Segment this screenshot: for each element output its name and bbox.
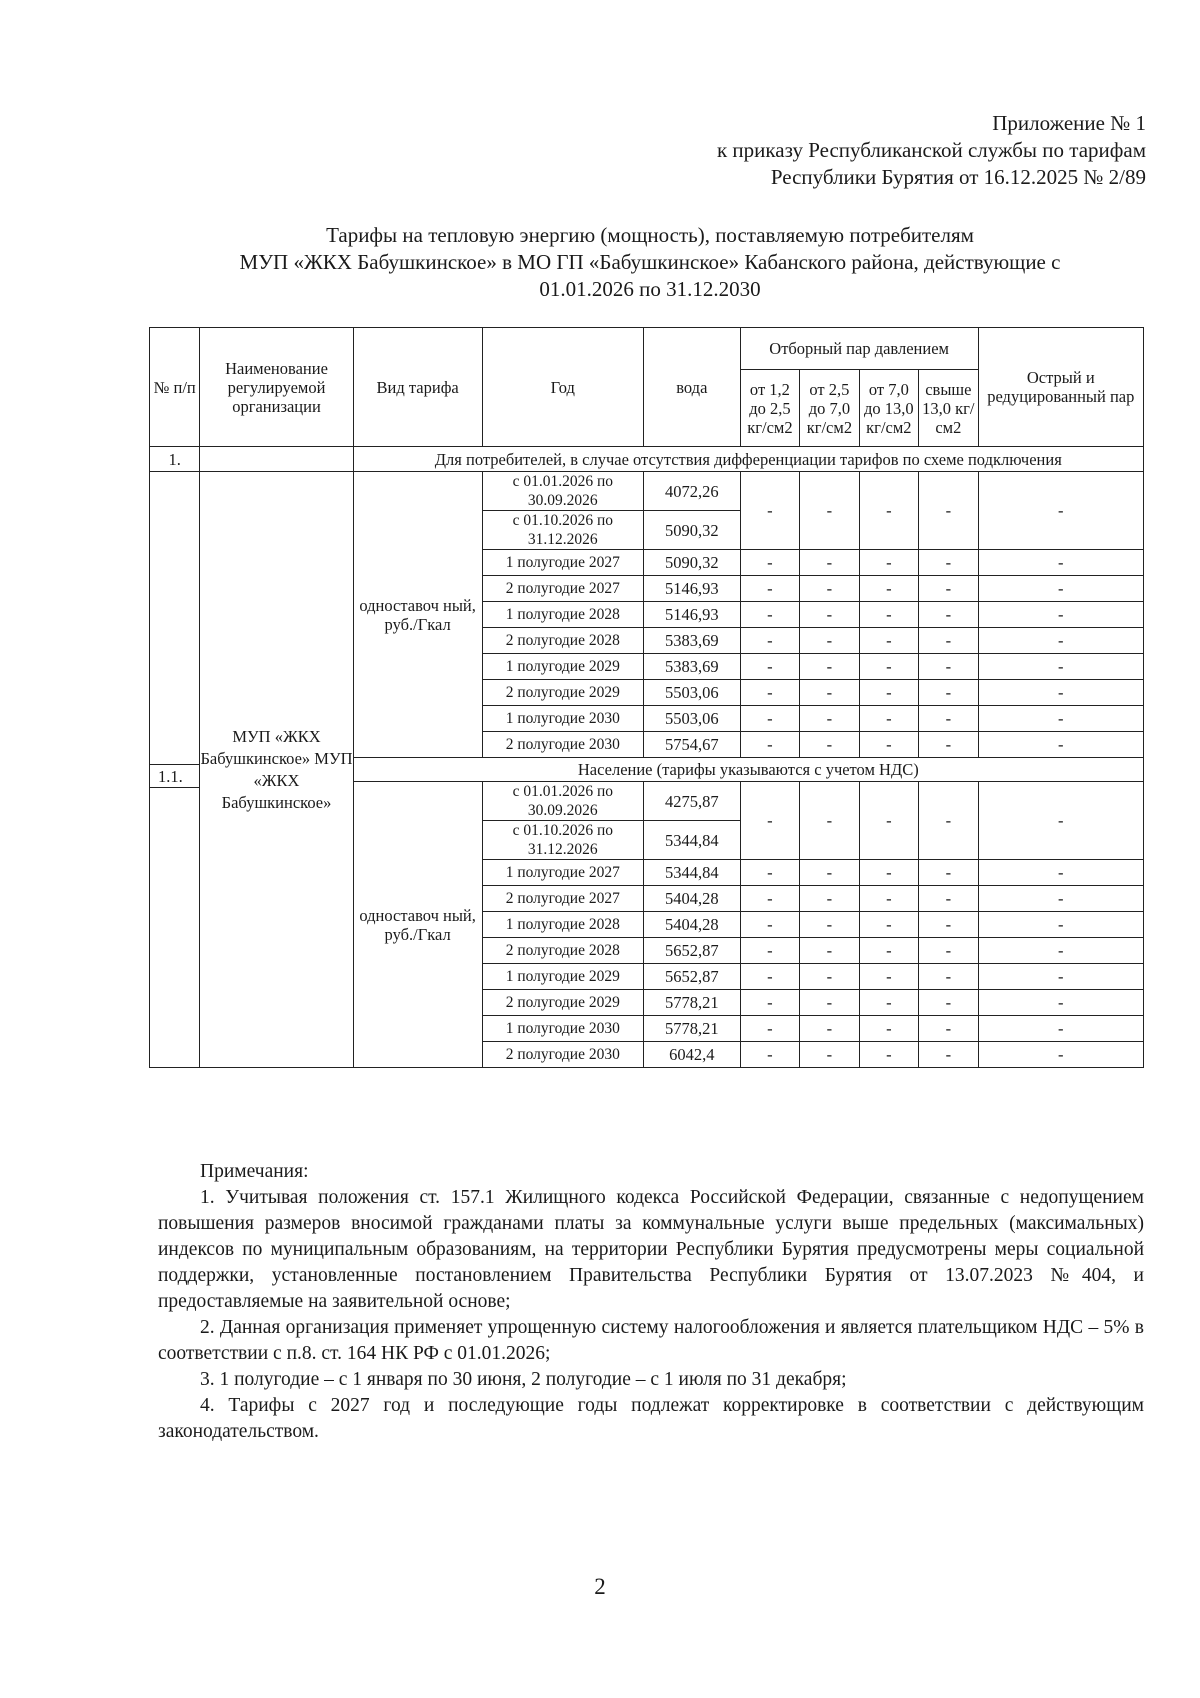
sharp-steam-cell: - [978, 1016, 1143, 1042]
pressure-1-cell: - [740, 550, 799, 576]
sharp-steam-cell: - [978, 964, 1143, 990]
year-cell: 1 полугодие 2028 [482, 602, 643, 628]
pressure-2-cell: - [800, 472, 859, 550]
pressure-2-cell: - [800, 576, 859, 602]
water-value-cell: 4275,87 [643, 782, 740, 821]
year-cell: 2 полугодие 2029 [482, 680, 643, 706]
title-line-1: Тарифы на тепловую энергию (мощность), поставляемую потребителям [326, 223, 974, 247]
sharp-steam-cell: - [978, 1042, 1143, 1068]
header-org: Наименование регулируемой организации [200, 328, 353, 447]
year-cell: 2 полугодие 2028 [482, 938, 643, 964]
pressure-3-cell: - [859, 860, 918, 886]
pressure-1-cell: - [740, 912, 799, 938]
sharp-steam-cell: - [978, 680, 1143, 706]
note-item: 2. Данная организация применяет упрощенную систему налогообложения и является плательщиком НДС – 5% в соответствии с п.8. ст. 164 НК РФ с 01.01.2026; [158, 1317, 1144, 1364]
year-cell: 2 полугодие 2030 [482, 732, 643, 758]
pressure-4-cell: - [919, 472, 978, 550]
pressure-1-cell: - [740, 782, 799, 860]
pressure-2-cell: - [800, 1016, 859, 1042]
appendix-line-3: Республики Бурятия от 16.12.2025 № 2/89 [770, 165, 1146, 189]
sharp-steam-cell: - [978, 912, 1143, 938]
water-value-cell: 5404,28 [643, 886, 740, 912]
header-pressure-1: от 1,2 до 2,5 кг/см2 [740, 370, 799, 447]
pressure-2-cell: - [800, 680, 859, 706]
pressure-1-cell: - [740, 1016, 799, 1042]
org-number-cell [150, 472, 200, 1068]
pressure-3-cell: - [859, 706, 918, 732]
pressure-4-cell: - [919, 732, 978, 758]
pressure-2-cell: - [800, 732, 859, 758]
water-value-cell: 5344,84 [643, 821, 740, 860]
pressure-1-cell: - [740, 964, 799, 990]
title-line-2: МУП «ЖКХ Бабушкинское» в МО ГП «Бабушкинское» Кабанского района, действующие с [239, 250, 1061, 274]
pressure-4-cell: - [919, 628, 978, 654]
org-name-cell: МУП «ЖКХ Бабушкинское» МУП «ЖКХ Бабушкинское» [200, 472, 353, 1068]
section-2-label: Население (тарифы указываются с учетом НДС) [353, 758, 1143, 782]
year-cell: 1 полугодие 2029 [482, 964, 643, 990]
sharp-steam-cell: - [978, 472, 1143, 550]
header-pressure-4: свыше 13,0 кг/см2 [919, 370, 978, 447]
pressure-1-cell: - [740, 472, 799, 550]
year-cell: с 01.10.2026 по 31.12.2026 [482, 511, 643, 550]
appendix-header [717, 110, 1146, 191]
pressure-2-cell: - [800, 1042, 859, 1068]
pressure-1-cell: - [740, 1042, 799, 1068]
pressure-2-cell: - [800, 654, 859, 680]
pressure-3-cell: - [859, 782, 918, 860]
water-value-cell: 5344,84 [643, 860, 740, 886]
section-1-label: Для потребителей, в случае отсутствия дифференциации тарифов по схеме подключения [353, 447, 1143, 472]
year-cell: 1 полугодие 2028 [482, 912, 643, 938]
pressure-4-cell: - [919, 964, 978, 990]
sharp-steam-cell: - [978, 602, 1143, 628]
tariff-type-cell: одноставоч ный, руб./Гкал [353, 782, 482, 1068]
pressure-1-cell: - [740, 602, 799, 628]
pressure-4-cell: - [919, 990, 978, 1016]
water-value-cell: 5090,32 [643, 511, 740, 550]
water-value-cell: 5503,06 [643, 706, 740, 732]
pressure-4-cell: - [919, 782, 978, 860]
year-cell: 2 полугодие 2027 [482, 576, 643, 602]
pressure-2-cell: - [800, 550, 859, 576]
sharp-steam-cell: - [978, 938, 1143, 964]
sharp-steam-cell: - [978, 886, 1143, 912]
section-1-empty [200, 447, 353, 472]
water-value-cell: 5404,28 [643, 912, 740, 938]
water-value-cell: 5146,93 [643, 602, 740, 628]
year-cell: 1 полугодие 2027 [482, 860, 643, 886]
pressure-4-cell: - [919, 602, 978, 628]
pressure-3-cell: - [859, 550, 918, 576]
sharp-steam-cell: - [978, 782, 1143, 860]
header-num: № п/п [150, 328, 200, 447]
pressure-3-cell: - [859, 964, 918, 990]
pressure-3-cell: - [859, 628, 918, 654]
year-cell: с 01.01.2026 по 30.09.2026 [482, 782, 643, 821]
pressure-3-cell: - [859, 654, 918, 680]
pressure-1-cell: - [740, 706, 799, 732]
water-value-cell: 5383,69 [643, 628, 740, 654]
water-value-cell: 5778,21 [643, 990, 740, 1016]
pressure-4-cell: - [919, 654, 978, 680]
pressure-1-cell: - [740, 680, 799, 706]
pressure-2-cell: - [800, 602, 859, 628]
pressure-3-cell: - [859, 990, 918, 1016]
sharp-steam-cell: - [978, 860, 1143, 886]
pressure-4-cell: - [919, 886, 978, 912]
year-cell: 1 полугодие 2030 [482, 706, 643, 732]
year-cell: 1 полугодие 2029 [482, 654, 643, 680]
tariff-table-body [150, 328, 1144, 1068]
header-sharp-steam: Острый и редуцированный пар [978, 328, 1143, 447]
sharp-steam-cell: - [978, 576, 1143, 602]
header-type: Вид тарифа [353, 328, 482, 447]
pressure-2-cell: - [800, 886, 859, 912]
tariff-type-cell: одноставоч ный, руб./Гкал [353, 472, 482, 758]
water-value-cell: 5503,06 [643, 680, 740, 706]
pressure-4-cell: - [919, 1042, 978, 1068]
pressure-3-cell: - [859, 912, 918, 938]
water-value-cell: 6042,4 [643, 1042, 740, 1068]
note-item: 1. Учитывая положения ст. 157.1 Жилищного кодекса Российской Федерации, связанные с недопущением повышения размеров вносимой гражданами платы за коммунальные услуги выше предельных (максимальных) индексов по муниципальным образованиям, на территории Республики Бурятия предусмотрены меры социальной поддержки, установленные постановлением Правительства Республики Бурятия от 13.07.2023 №404, и предоставляемые на заявительной основе; [158, 1187, 1144, 1312]
pressure-1-cell: - [740, 654, 799, 680]
water-value-cell: 5778,21 [643, 1016, 740, 1042]
page-number: 2 [594, 1574, 606, 1599]
year-cell: с 01.01.2026 по 30.09.2026 [482, 472, 643, 511]
header-pressure-3: от 7,0 до 13,0 кг/см2 [859, 370, 918, 447]
sharp-steam-cell: - [978, 990, 1143, 1016]
pressure-4-cell: - [919, 680, 978, 706]
appendix-line-1: Приложение № 1 [992, 111, 1146, 135]
header-year: Год [482, 328, 643, 447]
pressure-3-cell: - [859, 938, 918, 964]
pressure-2-cell: - [800, 628, 859, 654]
year-cell: 2 полугодие 2030 [482, 1042, 643, 1068]
table-row [150, 472, 1144, 511]
header-water: вода [643, 328, 740, 447]
year-cell: 2 полугодие 2027 [482, 886, 643, 912]
pressure-4-cell: - [919, 1016, 978, 1042]
note-item: 3. 1 полугодие – с 1 января по 30 июня, 2 полугодие – с 1 июля по 31 декабря; [200, 1369, 847, 1390]
pressure-2-cell: - [800, 782, 859, 860]
section-2-num: 1.1. [150, 764, 199, 788]
pressure-3-cell: - [859, 602, 918, 628]
pressure-1-cell: - [740, 938, 799, 964]
title-line-3: 01.01.2026 по 31.12.2030 [539, 277, 761, 301]
pressure-3-cell: - [859, 886, 918, 912]
year-cell: 2 полугодие 2028 [482, 628, 643, 654]
pressure-2-cell: - [800, 964, 859, 990]
water-value-cell: 5146,93 [643, 576, 740, 602]
pressure-3-cell: - [859, 576, 918, 602]
pressure-3-cell: - [859, 472, 918, 550]
water-value-cell: 5754,67 [643, 732, 740, 758]
notes-heading: Примечания: [200, 1161, 309, 1182]
year-cell: с 01.10.2026 по 31.12.2026 [482, 821, 643, 860]
pressure-1-cell: - [740, 732, 799, 758]
pressure-3-cell: - [859, 732, 918, 758]
year-cell: 2 полугодие 2029 [482, 990, 643, 1016]
pressure-1-cell: - [740, 576, 799, 602]
water-value-cell: 5652,87 [643, 964, 740, 990]
pressure-3-cell: - [859, 1042, 918, 1068]
pressure-2-cell: - [800, 706, 859, 732]
pressure-4-cell: - [919, 912, 978, 938]
water-value-cell: 5090,32 [643, 550, 740, 576]
pressure-2-cell: - [800, 938, 859, 964]
notes [158, 1159, 1144, 1445]
pressure-2-cell: - [800, 912, 859, 938]
pressure-4-cell: - [919, 550, 978, 576]
pressure-4-cell: - [919, 706, 978, 732]
sharp-steam-cell: - [978, 550, 1143, 576]
note-item: 4. Тарифы с 2027 год и последующие годы подлежат корректировке в соответствии с действующим законодательством. [158, 1395, 1144, 1442]
sharp-steam-cell: - [978, 628, 1143, 654]
tariff-table [149, 327, 1144, 1068]
sharp-steam-cell: - [978, 732, 1143, 758]
pressure-3-cell: - [859, 680, 918, 706]
water-value-cell: 5652,87 [643, 938, 740, 964]
pressure-1-cell: - [740, 990, 799, 1016]
water-value-cell: 5383,69 [643, 654, 740, 680]
pressure-4-cell: - [919, 938, 978, 964]
water-value-cell: 4072,26 [643, 472, 740, 511]
year-cell: 1 полугодие 2030 [482, 1016, 643, 1042]
pressure-3-cell: - [859, 1016, 918, 1042]
header-steam-group: Отборный пар давлением [740, 328, 978, 370]
section-1-num: 1. [150, 447, 200, 472]
pressure-1-cell: - [740, 628, 799, 654]
pressure-1-cell: - [740, 860, 799, 886]
pressure-2-cell: - [800, 990, 859, 1016]
sharp-steam-cell: - [978, 654, 1143, 680]
pressure-2-cell: - [800, 860, 859, 886]
appendix-line-2: к приказу Республиканской службы по тарифам [716, 138, 1146, 162]
pressure-4-cell: - [919, 860, 978, 886]
header-pressure-2: от 2,5 до 7,0 кг/см2 [800, 370, 859, 447]
sharp-steam-cell: - [978, 706, 1143, 732]
year-cell: 1 полугодие 2027 [482, 550, 643, 576]
document-title [150, 222, 1150, 303]
pressure-1-cell: - [740, 886, 799, 912]
pressure-4-cell: - [919, 576, 978, 602]
